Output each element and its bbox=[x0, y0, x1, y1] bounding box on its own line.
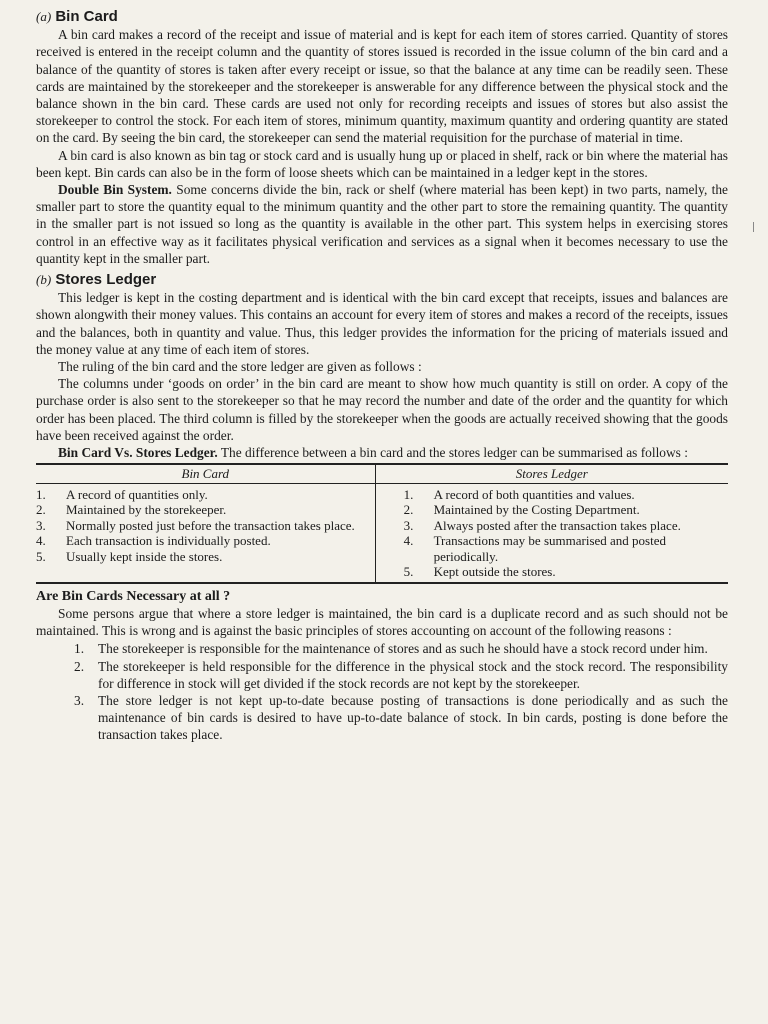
item-text: The storekeeper is held responsible for the difference in the physical stock and the stock record. The responsibility for difference in stock will get divided if the stock records are not kept by the storekeeper. bbox=[98, 658, 728, 691]
item-text: The storekeeper is responsible for the maintenance of stores and as such he should have a stock record under him. bbox=[98, 641, 708, 657]
item-text: Transactions may be summarised and posted periodically. bbox=[433, 533, 666, 564]
section-a-label: (a) bbox=[36, 9, 52, 24]
item-text: A record of quantities only. bbox=[66, 486, 208, 502]
margin-mark bbox=[753, 222, 754, 232]
stores-ledger-paragraph-2: The ruling of the bin card and the store ledger are given as follows : bbox=[58, 359, 422, 375]
item-number: 3. bbox=[74, 693, 85, 708]
list-item bbox=[404, 564, 724, 580]
item-text: Kept outside the stores. bbox=[433, 564, 556, 580]
item-text: Usually kept inside the stores. bbox=[66, 548, 223, 564]
item-number: 5. bbox=[36, 548, 46, 564]
list-item bbox=[36, 640, 728, 657]
bin-card-paragraph-2: A bin card is also known as bin tag or stock card and is usually hung up or placed in shelf, rack or bin where the material has been kept. Bin cards can also be in the form of loose sheets which can be maintained in a ledger kept in the stores. bbox=[36, 147, 728, 180]
list-item bbox=[36, 518, 371, 534]
list-item bbox=[36, 487, 371, 503]
item-number: 4. bbox=[403, 533, 414, 549]
item-text: Maintained by the storekeeper. bbox=[66, 502, 227, 518]
item-text: Maintained by the Costing Department. bbox=[433, 502, 640, 518]
item-number: 2. bbox=[403, 502, 414, 518]
item-number: 1. bbox=[74, 641, 85, 657]
item-text: A record of both quantities and values. bbox=[433, 486, 635, 502]
stores-ledger-paragraph-1: This ledger is kept in the costing department and is identical with the bin card except that receipts, issues and balances are shown alongwith their money values. This contains an account for every item of stores and makes a record of the receipts, issues and the balances, both in quantity and value. Thus, this ledger provides the information for the pricing of materials issued and the money value at any time of each item of stores. bbox=[36, 290, 728, 357]
comparison-intro-text: The difference between a bin card and the stores ledger can be summarised as follows : bbox=[220, 445, 688, 461]
item-number: 5. bbox=[403, 564, 414, 580]
bin-card-column bbox=[36, 483, 375, 583]
comparison-heading: Bin Card Vs. Stores Ledger. bbox=[58, 445, 218, 461]
list-item bbox=[36, 502, 371, 518]
item-text: Always posted after the transaction takes place. bbox=[433, 517, 681, 533]
item-number: 4. bbox=[36, 533, 46, 549]
double-bin-text: Some concerns divide the bin, rack or shelf (where material has been kept) in two parts, namely, the smaller part to store the quantity equal to the minimum quantity and the other part to store the remaining quantity. The quantity in the smaller part is not issued so long as the quantity is available in the other part. This system helps in exercising stores control in an effective way as it facilitates physical verification and services as a signal when it becomes necessary to use the quantity kept in the smaller part. bbox=[36, 182, 728, 266]
list-item bbox=[36, 692, 728, 744]
section-b-heading bbox=[36, 271, 728, 288]
double-bin-heading: Double Bin System. bbox=[58, 182, 172, 198]
section-b-label: (b) bbox=[36, 272, 52, 288]
item-number: 2. bbox=[74, 658, 85, 674]
reasons-list bbox=[36, 640, 728, 743]
bin-card-paragraph-1: A bin card makes a record of the receipt and issue of material and is kept for each item of stores carried. Quantity of stores received is entered in the receipt column and the quantity of stores issued is recorded in the issue column of the bin card and a balance of the quantity of stores is taken after every receipt or issue, so that the balance at any time can be readily seen. These cards are maintained by the storekeeper and the storekeeper is answerable for any difference between the physical stock and the balance shown in the bin card. These cards are used not only for recording receipts and issues of stores but also assist the storekeeper to control the stock. For each item of stores, minimum quantity, maximum quantity and ordering quantity are stated on the card. By seeing the bin card, the storekeeper can send the material requisition for the purchase of material in time. bbox=[36, 27, 728, 146]
list-item bbox=[404, 533, 724, 564]
item-number: 2. bbox=[36, 502, 46, 518]
item-number: 1. bbox=[36, 486, 46, 502]
section-a-heading bbox=[36, 8, 728, 25]
stores-ledger-list bbox=[404, 487, 724, 580]
comparison-header-row bbox=[36, 464, 728, 483]
stores-ledger-column bbox=[375, 483, 728, 583]
stores-ledger-paragraph-3: The columns under ‘goods on order’ in the bin card are meant to show how much quantity is still on order. A copy of the purchase order is also sent to the storekeeper so that he may record the number and date of the order and the quantity for which order has been placed. The third column is filled by the storekeeper when the goods are actually received showing that the goods have been received against the order. bbox=[36, 376, 728, 443]
section-b-title: Stores Ledger bbox=[55, 271, 157, 289]
comparison-body-row bbox=[36, 483, 728, 583]
comparison-table bbox=[36, 463, 728, 584]
list-item bbox=[404, 518, 724, 534]
bin-card-column-header: Bin Card bbox=[36, 464, 375, 483]
necessity-heading: Are Bin Cards Necessary at all ? bbox=[36, 588, 231, 604]
section-a-title: Bin Card bbox=[55, 8, 118, 25]
stores-ledger-column-header: Stores Ledger bbox=[375, 464, 728, 483]
item-text: Each transaction is individually posted. bbox=[66, 533, 271, 549]
list-item bbox=[404, 487, 724, 503]
comparison-intro bbox=[36, 444, 728, 461]
item-text: The store ledger is not kept up-to-date because posting of transactions is done periodically and as such the maintenance of bin cards is desired to have up-to-date balance of stock. In bin cards, posting is done before the transaction takes place. bbox=[98, 693, 728, 743]
list-item bbox=[36, 533, 371, 549]
bin-card-list bbox=[36, 487, 371, 565]
list-item bbox=[36, 549, 371, 565]
item-number: 3. bbox=[36, 517, 46, 533]
item-number: 1. bbox=[403, 486, 414, 502]
list-item bbox=[36, 658, 728, 692]
item-text: Normally posted just before the transaction takes place. bbox=[66, 517, 355, 533]
double-bin-paragraph bbox=[36, 181, 728, 267]
item-number: 3. bbox=[403, 517, 414, 533]
list-item bbox=[404, 502, 724, 518]
necessity-intro: Some persons argue that where a store ledger is maintained, the bin card is a duplicate record and as such should not be maintained. This is wrong and is against the basic principles of stores accounting on account of the following reasons : bbox=[36, 605, 728, 639]
